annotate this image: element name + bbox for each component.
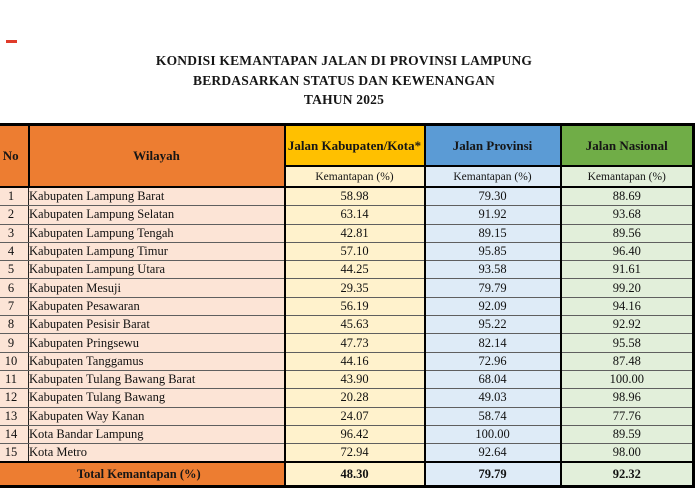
kemantapan-nasional: 95.58 bbox=[561, 334, 694, 352]
kemantapan-provinsi: 79.79 bbox=[425, 279, 561, 297]
kemantapan-nasional: 94.16 bbox=[561, 297, 694, 315]
road-condition-table bbox=[0, 123, 695, 488]
row-number: 11 bbox=[0, 370, 29, 388]
wilayah-name: Kabupaten Pesisir Barat bbox=[29, 316, 285, 334]
row-number: 9 bbox=[0, 334, 29, 352]
kemantapan-kabkota: 72.94 bbox=[285, 444, 425, 463]
table-row bbox=[0, 316, 694, 334]
row-number: 3 bbox=[0, 224, 29, 242]
subheader-kemantapan-provinsi: Kemantapan (%) bbox=[425, 166, 561, 187]
kemantapan-nasional: 91.61 bbox=[561, 261, 694, 279]
total-row bbox=[0, 462, 694, 487]
kemantapan-provinsi: 49.03 bbox=[425, 389, 561, 407]
table-row bbox=[0, 444, 694, 463]
kemantapan-kabkota: 44.25 bbox=[285, 261, 425, 279]
kemantapan-kabkota: 29.35 bbox=[285, 279, 425, 297]
table-viewport bbox=[0, 123, 700, 495]
subheader-kemantapan-nasional: Kemantapan (%) bbox=[561, 166, 694, 187]
total-kemantapan-nasional: 92.32 bbox=[561, 462, 694, 487]
wilayah-name: Kabupaten Tulang Bawang bbox=[29, 389, 285, 407]
row-number: 13 bbox=[0, 407, 29, 425]
row-number: 14 bbox=[0, 425, 29, 443]
row-number: 4 bbox=[0, 242, 29, 260]
kemantapan-kabkota: 47.73 bbox=[285, 334, 425, 352]
table-row bbox=[0, 425, 694, 443]
title-line-1: KONDISI KEMANTAPAN JALAN DI PROVINSI LAMPUNG bbox=[155, 53, 533, 68]
table-row bbox=[0, 279, 694, 297]
row-number: 15 bbox=[0, 444, 29, 463]
kemantapan-provinsi: 79.30 bbox=[425, 187, 561, 206]
table-row bbox=[0, 261, 694, 279]
document-title bbox=[0, 51, 688, 110]
kemantapan-provinsi: 92.64 bbox=[425, 444, 561, 463]
row-number: 12 bbox=[0, 389, 29, 407]
kemantapan-kabkota: 24.07 bbox=[285, 407, 425, 425]
kemantapan-provinsi: 91.92 bbox=[425, 206, 561, 224]
kemantapan-kabkota: 44.16 bbox=[285, 352, 425, 370]
kemantapan-nasional: 89.56 bbox=[561, 224, 694, 242]
table-row bbox=[0, 187, 694, 206]
total-kemantapan-provinsi: 79.79 bbox=[425, 462, 561, 487]
kemantapan-nasional: 96.40 bbox=[561, 242, 694, 260]
table-body bbox=[0, 187, 694, 462]
kemantapan-provinsi: 89.15 bbox=[425, 224, 561, 242]
row-number: 2 bbox=[0, 206, 29, 224]
kemantapan-provinsi: 95.22 bbox=[425, 316, 561, 334]
subheader-kemantapan-kabkota: Kemantapan (%) bbox=[285, 166, 425, 187]
table-row bbox=[0, 242, 694, 260]
table-row bbox=[0, 389, 694, 407]
row-number: 7 bbox=[0, 297, 29, 315]
kemantapan-kabkota: 57.10 bbox=[285, 242, 425, 260]
row-number: 10 bbox=[0, 352, 29, 370]
kemantapan-provinsi: 82.14 bbox=[425, 334, 561, 352]
table-row bbox=[0, 370, 694, 388]
wilayah-name: Kabupaten Lampung Utara bbox=[29, 261, 285, 279]
table-row bbox=[0, 297, 694, 315]
wilayah-name: Kabupaten Way Kanan bbox=[29, 407, 285, 425]
kemantapan-nasional: 100.00 bbox=[561, 370, 694, 388]
table-row bbox=[0, 352, 694, 370]
table-row bbox=[0, 206, 694, 224]
kemantapan-provinsi: 72.96 bbox=[425, 352, 561, 370]
kemantapan-provinsi: 93.58 bbox=[425, 261, 561, 279]
wilayah-name: Kabupaten Lampung Selatan bbox=[29, 206, 285, 224]
table-header bbox=[0, 125, 694, 188]
kemantapan-kabkota: 42.81 bbox=[285, 224, 425, 242]
kemantapan-kabkota: 63.14 bbox=[285, 206, 425, 224]
kemantapan-provinsi: 100.00 bbox=[425, 425, 561, 443]
kemantapan-provinsi: 68.04 bbox=[425, 370, 561, 388]
row-number: 5 bbox=[0, 261, 29, 279]
column-header-jalan-nasional: Jalan Nasional bbox=[561, 125, 694, 167]
row-number: 1 bbox=[0, 187, 29, 206]
table-footer bbox=[0, 462, 694, 487]
wilayah-name: Kabupaten Mesuji bbox=[29, 279, 285, 297]
wilayah-name: Kabupaten Lampung Tengah bbox=[29, 224, 285, 242]
kemantapan-nasional: 98.96 bbox=[561, 389, 694, 407]
kemantapan-kabkota: 45.63 bbox=[285, 316, 425, 334]
kemantapan-provinsi: 92.09 bbox=[425, 297, 561, 315]
column-header-jalan-kabupaten-kota: Jalan Kabupaten/Kota* bbox=[285, 125, 425, 167]
wilayah-name: Kabupaten Tulang Bawang Barat bbox=[29, 370, 285, 388]
total-label: Total Kemantapan (%) bbox=[0, 462, 285, 487]
row-number: 8 bbox=[0, 316, 29, 334]
wilayah-name: Kabupaten Lampung Timur bbox=[29, 242, 285, 260]
kemantapan-nasional: 88.69 bbox=[561, 187, 694, 206]
table-row bbox=[0, 407, 694, 425]
table-row bbox=[0, 224, 694, 242]
kemantapan-nasional: 89.59 bbox=[561, 425, 694, 443]
kemantapan-kabkota: 43.90 bbox=[285, 370, 425, 388]
wilayah-name: Kota Bandar Lampung bbox=[29, 425, 285, 443]
kemantapan-kabkota: 56.19 bbox=[285, 297, 425, 315]
row-number: 6 bbox=[0, 279, 29, 297]
kemantapan-kabkota: 20.28 bbox=[285, 389, 425, 407]
kemantapan-nasional: 93.68 bbox=[561, 206, 694, 224]
table-row bbox=[0, 334, 694, 352]
kemantapan-nasional: 87.48 bbox=[561, 352, 694, 370]
kemantapan-kabkota: 58.98 bbox=[285, 187, 425, 206]
kemantapan-provinsi: 95.85 bbox=[425, 242, 561, 260]
title-line-2: BERDASARKAN STATUS DAN KEWENANGAN bbox=[192, 72, 495, 88]
column-header-no: No bbox=[0, 125, 29, 188]
kemantapan-kabkota: 96.42 bbox=[285, 425, 425, 443]
wilayah-name: Kabupaten Lampung Barat bbox=[29, 187, 285, 206]
column-header-wilayah: Wilayah bbox=[29, 125, 285, 188]
kemantapan-nasional: 98.00 bbox=[561, 444, 694, 463]
column-header-jalan-provinsi: Jalan Provinsi bbox=[425, 125, 561, 167]
title-line-3: TAHUN 2025 bbox=[303, 92, 385, 107]
kemantapan-nasional: 99.20 bbox=[561, 279, 694, 297]
wilayah-name: Kabupaten Tanggamus bbox=[29, 352, 285, 370]
kemantapan-provinsi: 58.74 bbox=[425, 407, 561, 425]
red-mark-artifact bbox=[6, 40, 17, 43]
wilayah-name: Kota Metro bbox=[29, 444, 285, 463]
total-kemantapan-kabkota: 48.30 bbox=[285, 462, 425, 487]
kemantapan-nasional: 92.92 bbox=[561, 316, 694, 334]
wilayah-name: Kabupaten Pringsewu bbox=[29, 334, 285, 352]
kemantapan-nasional: 77.76 bbox=[561, 407, 694, 425]
wilayah-name: Kabupaten Pesawaran bbox=[29, 297, 285, 315]
